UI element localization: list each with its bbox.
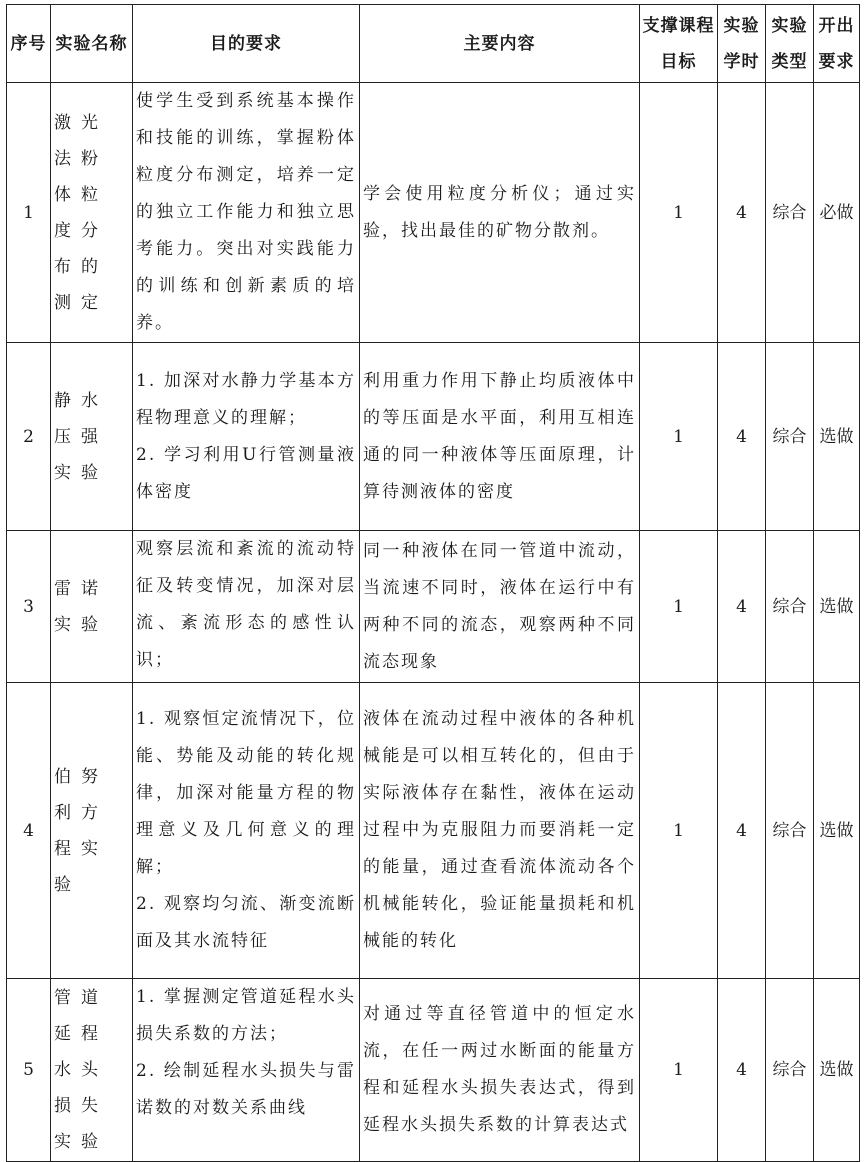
requirement: 选做 xyxy=(814,531,860,683)
experiment-goal: 使学生受到系统基本操作和技能的训练，掌握粉体粒度分布测定，培养一定的独立工作能力和独立思考能力。突出对实践能力的训练和创新素质的培养。 xyxy=(133,83,360,343)
row-number: 1 xyxy=(7,83,51,343)
experiment-name: 管道延程水头损失实验 xyxy=(51,979,133,1162)
experiment-content: 对通过等直径管道中的恒定水流，在任一两过水断面的能量方程和延程水头损失表达式，得到延程水头损失系数的计算表达式 xyxy=(360,979,640,1162)
experiment-type: 综合 xyxy=(766,683,814,979)
header-content: 主要内容 xyxy=(360,5,640,83)
support-goal: 1 xyxy=(640,83,718,343)
requirement: 必做 xyxy=(814,83,860,343)
header-type: 实验类型 xyxy=(766,5,814,83)
experiment-type: 综合 xyxy=(766,531,814,683)
experiment-name: 激光法粉体粒度分布的测定 xyxy=(51,83,133,343)
table-row xyxy=(7,531,860,683)
experiment-type: 综合 xyxy=(766,83,814,343)
header-name: 实验名称 xyxy=(51,5,133,83)
experiment-content: 利用重力作用下静止均质液体中的等压面是水平面，利用互相连通的同一种液体等压面原理，计算待测液体的密度 xyxy=(360,343,640,531)
experiment-name: 静水压强实验 xyxy=(51,343,133,531)
header-no: 序号 xyxy=(7,5,51,83)
table-row xyxy=(7,343,860,531)
requirement: 选做 xyxy=(814,343,860,531)
experiment-goal: 1. 掌握测定管道延程水头损失系数的方法； 2. 绘制延程水头损失与雷诺数的对数关系曲线 xyxy=(133,979,360,1162)
support-goal: 1 xyxy=(640,683,718,979)
header-req: 开出要求 xyxy=(814,5,860,83)
experiment-hours: 4 xyxy=(718,979,766,1162)
support-goal: 1 xyxy=(640,979,718,1162)
experiment-content: 液体在流动过程中液体的各种机械能是可以相互转化的，但由于实际液体存在黏性，液体在运动过程中为克服阻力而要消耗一定的能量，通过查看流体流动各个机械能转化，验证能量损耗和机械能的转化 xyxy=(360,683,640,979)
experiment-goal: 观察层流和紊流的流动特征及转变情况，加深对层流、紊流形态的感性认识； xyxy=(133,531,360,683)
experiment-hours: 4 xyxy=(718,683,766,979)
row-number: 2 xyxy=(7,343,51,531)
experiment-type: 综合 xyxy=(766,343,814,531)
experiment-hours: 4 xyxy=(718,531,766,683)
experiment-content: 同一种液体在同一管道中流动，当流速不同时，液体在运行中有两种不同的流态，观察两种不同流态现象 xyxy=(360,531,640,683)
table-row xyxy=(7,83,860,343)
table-row xyxy=(7,979,860,1162)
row-number: 5 xyxy=(7,979,51,1162)
requirement: 选做 xyxy=(814,979,860,1162)
support-goal: 1 xyxy=(640,531,718,683)
experiment-content: 学会使用粒度分析仪；通过实验，找出最佳的矿物分散剂。 xyxy=(360,83,640,343)
requirement: 选做 xyxy=(814,683,860,979)
experiment-goal: 1. 观察恒定流情况下，位能、势能及动能的转化规律，加深对能量方程的物理意义及几何意义的理解； 2. 观察均匀流、渐变流断面及其水流特征 xyxy=(133,683,360,979)
experiment-type: 综合 xyxy=(766,979,814,1162)
experiment-name: 雷诺实验 xyxy=(51,531,133,683)
header-row xyxy=(7,5,860,83)
experiment-goal: 1. 加深对水静力学基本方程物理意义的理解； 2. 学习利用U行管测量液体密度 xyxy=(133,343,360,531)
experiment-hours: 4 xyxy=(718,83,766,343)
header-support: 支撑课程目标 xyxy=(640,5,718,83)
header-hours: 实验学时 xyxy=(718,5,766,83)
experiment-hours: 4 xyxy=(718,343,766,531)
experiment-name: 伯努利方程实验 xyxy=(51,683,133,979)
table-row xyxy=(7,683,860,979)
header-goal: 目的要求 xyxy=(133,5,360,83)
row-number: 3 xyxy=(7,531,51,683)
support-goal: 1 xyxy=(640,343,718,531)
row-number: 4 xyxy=(7,683,51,979)
experiment-table xyxy=(6,4,860,1162)
